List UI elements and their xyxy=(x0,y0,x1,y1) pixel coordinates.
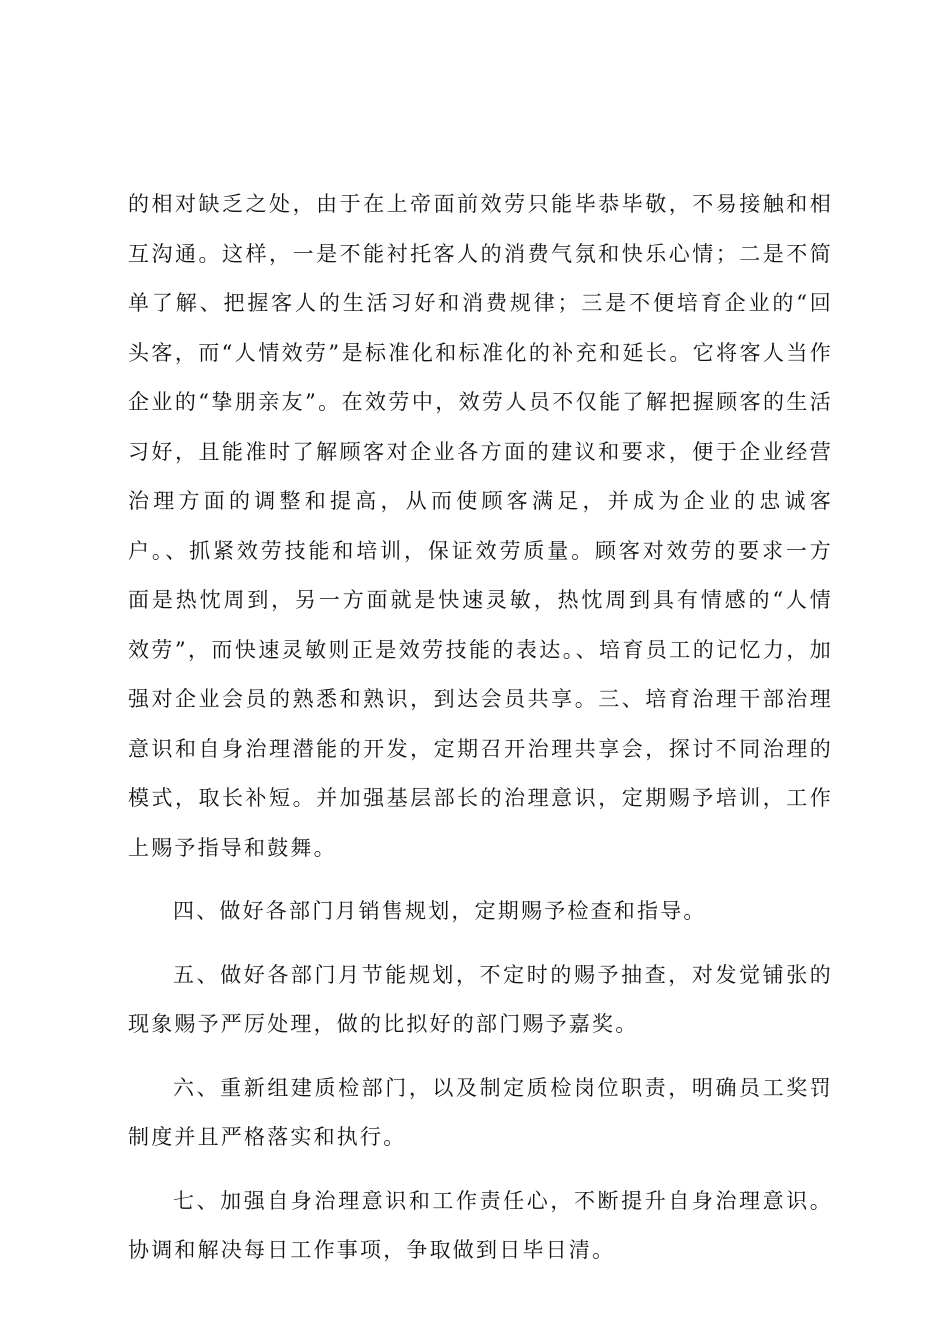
paragraph-item-four: 四、做好各部门月销售规划，定期赐予检查和指导。 xyxy=(173,899,707,923)
paragraph-item-five: 五、做好各部门月节能规划，不定时的赐予抽查，对发觉铺张的现象赐予严厉处理，做的比拟好的部门赐予嘉奖。 xyxy=(128,962,833,1036)
paragraph-item-seven: 七、加强自身治理意识和工作责任心，不断提升自身治理意识。协调和解决每日工作事项，争取做到日毕日清。 xyxy=(128,1188,833,1262)
document-body xyxy=(128,180,833,1276)
paragraph-item-six: 六、重新组建质检部门，以及制定质检岗位职责，明确员工奖罚制度并且严格落实和执行。 xyxy=(128,1075,833,1149)
paragraph-continued: 的相对缺乏之处，由于在上帝面前效劳只能毕恭毕敬，不易接触和相互沟通。这样，一是不能衬托客人的消费气氛和快乐心情；二是不简单了解、把握客人的生活习好和消费规律；三是不便培育企业的“回头客，而“人情效劳”是标准化和标准化的补充和延长。它将客人当作企业的“挚朋亲友”。在效劳中，效劳人员不仅能了解把握顾客的生活习好，且能准时了解顾客对企业各方面的建议和要求，便于企业经营治理方面的调整和提高，从而使顾客满足，并成为企业的忠诚客户。、抓紧效劳技能和培训，保证效劳质量。顾客对效劳的要求一方面是热忱周到，另一方面就是快速灵敏，热忱周到具有情感的“人情效劳”，而快速灵敏则正是效劳技能的表达。、培育员工的记忆力，加强对企业会员的熟悉和熟识，到达会员共享。三、培育治理干部治理意识和自身治理潜能的开发，定期召开治理共享会，探讨不同治理的模式，取长补短。并加强基层部长的治理意识，定期赐予培训，工作上赐予指导和鼓舞。 xyxy=(128,192,833,860)
